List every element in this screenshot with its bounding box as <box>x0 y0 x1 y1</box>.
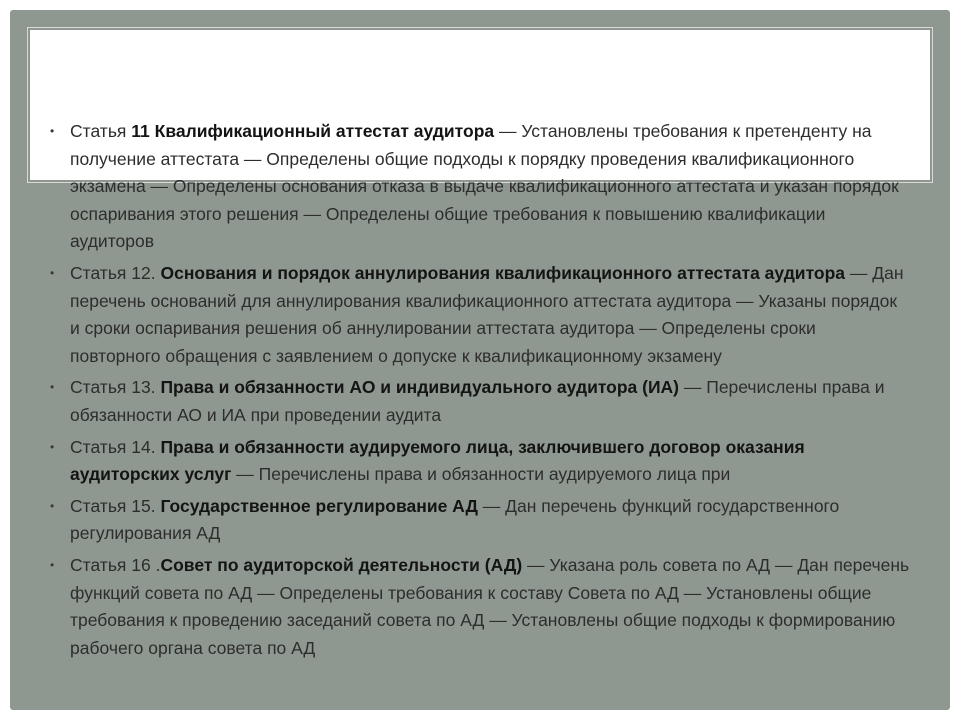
item-prefix: Статья 12. <box>70 262 161 283</box>
item-heading: Совет по аудиторской деятельности (АД) <box>160 554 523 575</box>
item-heading: Основания и порядок аннулирования квалификационного аттестата аудитора <box>160 262 846 283</box>
item-text: — Дан перечень оснований для аннулирования квалификационного аттестата аудитора — Указаны порядок и сроки оспаривания решения об аннулировании аттестата аудитора — Определены сроки повторного обращения с заявлением о допуске к квалификационному экзамену <box>70 262 904 366</box>
item-text: — Дан перечень функций государственного регулирования АД <box>70 495 840 544</box>
list-item <box>50 493 910 548</box>
item-prefix: Статья 13. <box>70 377 161 398</box>
bullet-list <box>50 118 910 662</box>
item-heading: Права и обязанности аудируемого лица, заключившего договор оказания аудиторских услуг <box>70 436 805 485</box>
bullet-icon: • <box>50 498 55 513</box>
item-prefix: Статья 14. <box>70 436 161 457</box>
list-item <box>50 552 910 662</box>
item-text: — Установлены требования к претенденту на получение аттестата — Определены общие подходы к порядку проведения квалификационного экзамена — Определены основания отказа в выдаче квалификационного аттестата и указан порядок оспаривания этого решения — Определены общие требования к повышению квалификации аудиторов <box>70 121 899 252</box>
list-item <box>50 374 910 429</box>
bullet-icon: • <box>50 380 55 395</box>
item-text: — Указана роль совета по АД — Дан перечень функций совета по АД — Определены требования к составу Совета по АД — Установлены общие требования к проведению заседаний совета по АД — Установлены общие подходы к формированию рабочего органа совета по АД <box>70 554 910 658</box>
list-item <box>50 434 910 489</box>
item-heading: 11 Квалификационный аттестат аудитора <box>131 121 495 141</box>
bullet-icon: • <box>50 557 55 572</box>
item-heading: Государственное регулирование АД <box>160 495 478 516</box>
item-text: — Перечислены права и обязанности АО и ИА при проведении аудита <box>70 377 885 425</box>
item-prefix: Статья 16 . <box>70 554 161 575</box>
bullet-icon: • <box>50 124 55 138</box>
item-text: — Перечислены права и обязанности аудируемого лица при <box>231 464 731 485</box>
bullet-icon: • <box>50 265 55 280</box>
item-prefix: Статья 15. <box>70 495 161 516</box>
list-item <box>50 118 910 256</box>
item-prefix: Статья <box>70 121 132 141</box>
item-heading: Права и обязанности АО и индивидуального аудитора (ИА) <box>160 377 680 398</box>
list-item <box>50 260 910 370</box>
bullet-icon: • <box>50 439 55 454</box>
